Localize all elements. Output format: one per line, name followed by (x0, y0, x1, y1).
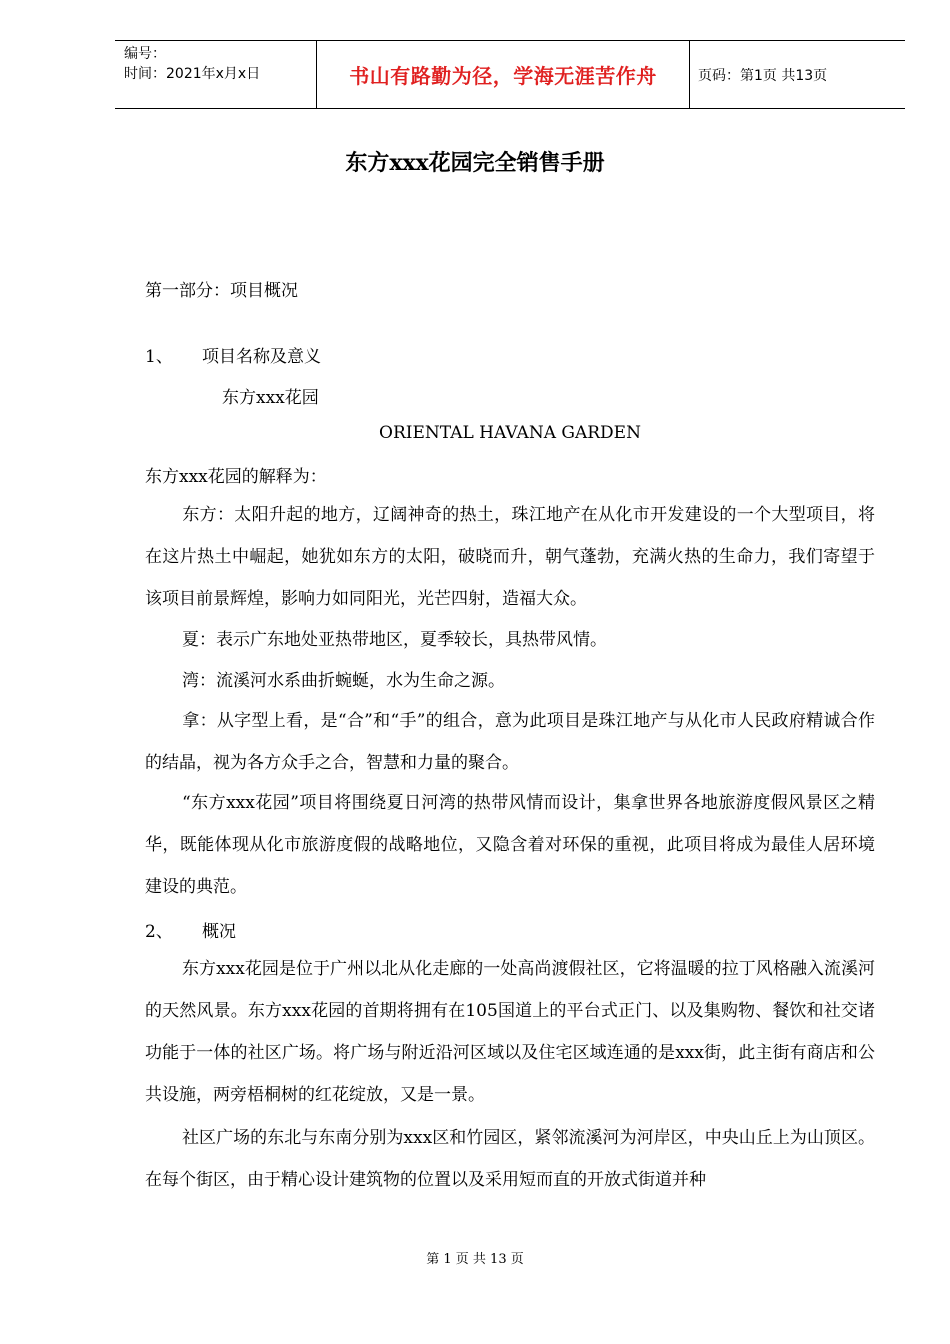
paragraph-wan-text: 湾：流溪河水系曲折蜿蜒，水为生命之源。 (182, 671, 505, 691)
paragraph-na (145, 700, 875, 784)
paragraph-overview-2 (145, 1117, 875, 1201)
section-heading: 第一部分：项目概况 (145, 281, 298, 301)
number-label: 编号： (124, 46, 166, 62)
document-title: 东方xxx花园完全销售手册 (345, 150, 605, 176)
item-2-number: 2、 (145, 922, 173, 942)
paragraph-project-text: “东方xxx花园”项目将围绕夏日河湾的热带风情而设计，集拿世界各地旅游度假风景区之精华，既能体现从化市旅游度假的战略地位，又隐含着对环保的重视，此项目将成为最佳人居环境建设的典范。 (145, 793, 875, 897)
paragraph-overview-1-text: 东方xxx花园是位于广州以北从化走廊的一处高尚渡假社区，它将温暖的拉丁风格融入流溪河的天然风景。东方xxx花园的首期将拥有在105国道上的平台式正门、以及集购物、餐饮和社交诸功能于一体的社区广场。将广场与附近沿河区域以及住宅区域连通的是xxx街，此主街有商店和公共设施，两旁梧桐树的红花绽放，又是一景。 (145, 959, 875, 1105)
explain-heading: 东方xxx花园的解释为： (145, 467, 327, 487)
paragraph-dongfang-text: 东方：太阳升起的地方，辽阔神奇的热土，珠江地产在从化市开发建设的一个大型项目，将在这片热土中崛起，她犹如东方的太阳，破晓而升，朝气蓬勃，充满火热的生命力，我们寄望于该项目前景辉煌，影响力如同阳光，光芒四射，造福大众。 (145, 505, 875, 609)
paragraph-xia (145, 619, 875, 661)
page-header (115, 40, 905, 109)
item-1-number: 1、 (145, 347, 173, 367)
paragraph-overview-2-text: 社区广场的东北与东南分别为xxx区和竹园区，紧邻流溪河为河岸区，中央山丘上为山顶区。在每个街区，由于精心设计建筑物的位置以及采用短而直的开放式街道并种 (145, 1128, 875, 1190)
page-footer: 第 1 页 共 13 页 (426, 1252, 524, 1267)
item-2-label: 概况 (202, 922, 236, 942)
header-motto: 书山有路勤为径，学海无涯苦作舟 (316, 41, 690, 108)
project-name-cn: 东方xxx花园 (222, 388, 319, 408)
paragraph-na-text: 拿：从字型上看，是“合”和“手”的组合，意为此项目是珠江地产与从化市人民政府精诚合作的结晶，视为各方众手之合，智慧和力量的聚合。 (145, 711, 875, 773)
paragraph-wan (145, 660, 875, 702)
paragraph-overview-1 (145, 948, 875, 1116)
paragraph-xia-text: 夏：表示广东地处亚热带地区，夏季较长，具热带风情。 (182, 630, 607, 650)
project-name-en: ORIENTAL HAVANA GARDEN (379, 423, 641, 443)
paragraph-project (145, 782, 875, 908)
time-label: 时间：2021年x月x日 (124, 66, 261, 82)
header-page-info: 页码：第1页 共13页 (698, 67, 828, 84)
paragraph-dongfang (145, 494, 875, 620)
header-meta (115, 41, 316, 108)
item-1-label: 项目名称及意义 (202, 347, 321, 367)
